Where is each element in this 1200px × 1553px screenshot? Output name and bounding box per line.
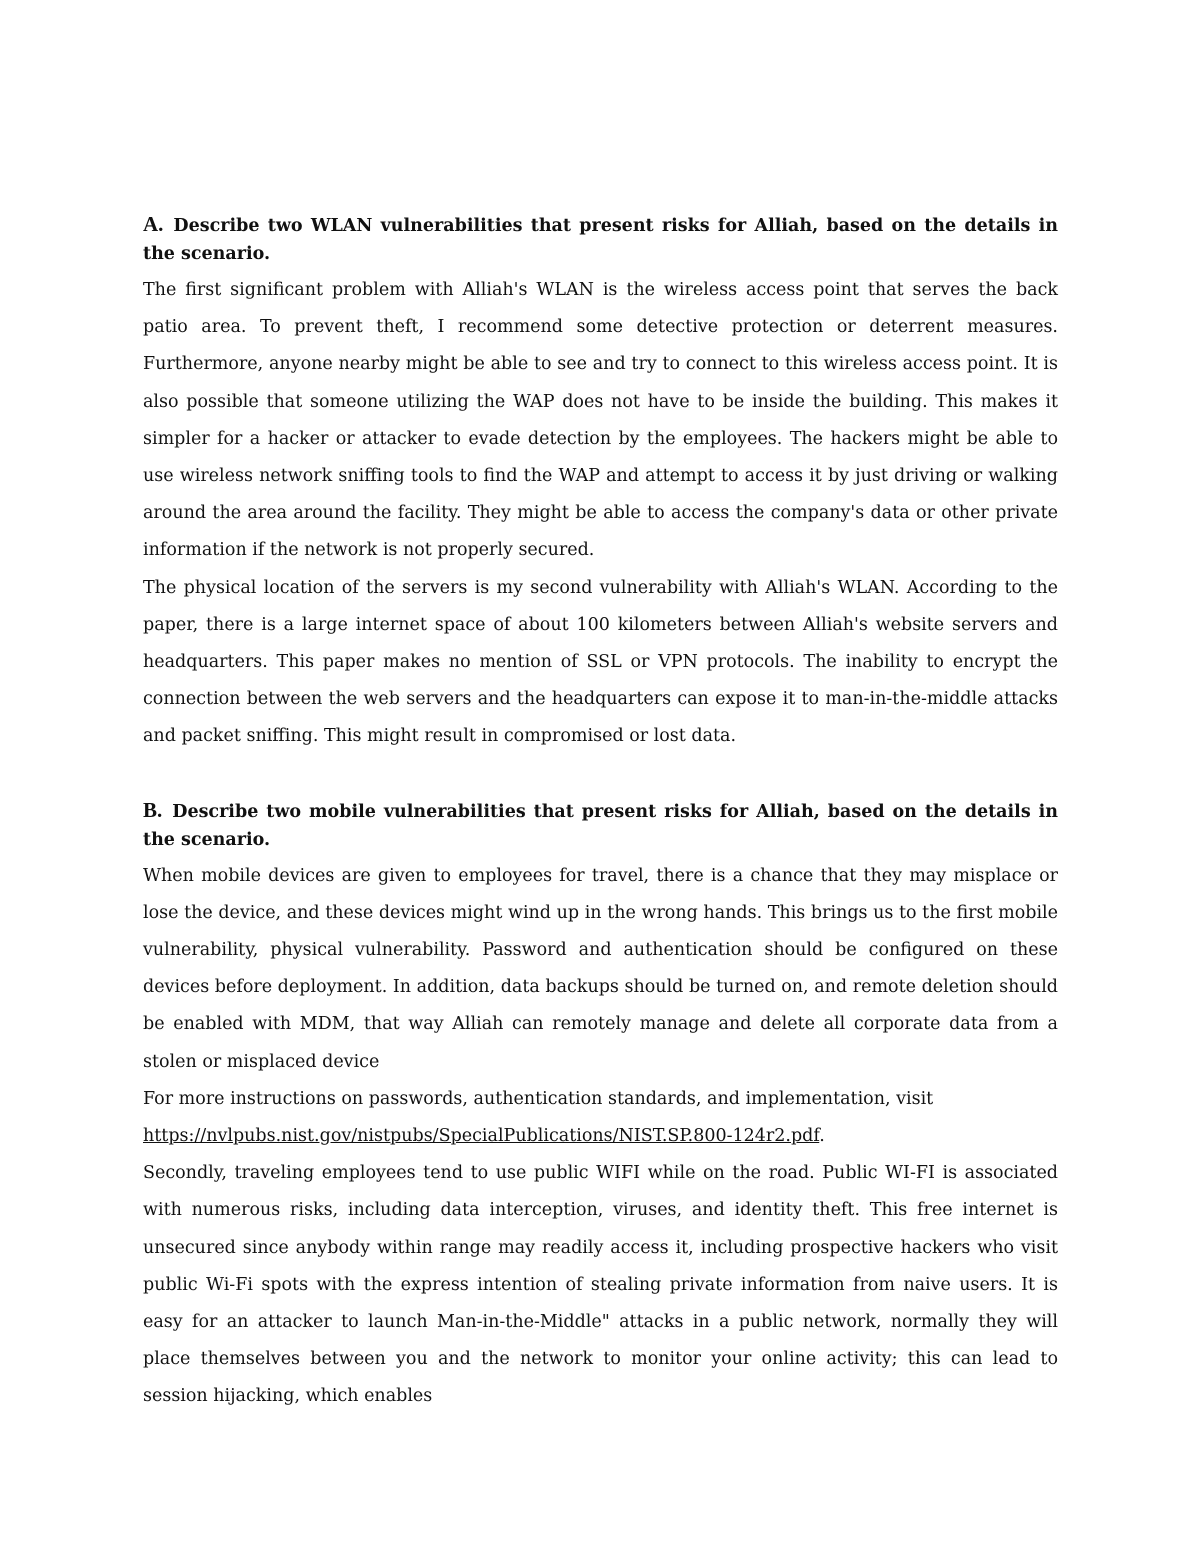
nist-link-suffix: . <box>819 1126 825 1147</box>
section-a <box>143 210 1058 756</box>
section-b-letter: B. <box>143 797 163 822</box>
section-a-heading-text: Describe two WLAN vulnerabilities that present risks for Alliah, based on the details in the scenario. <box>143 216 1058 264</box>
section-b-closing-paragraph: Secondly, traveling employees tend to use public WIFI while on the road. Public WI-FI is associated with numerous risks, including data interception, viruses, and identity theft. This free internet is unsecured since anybody within range may readily access it, including prospective hackers who visit public Wi-Fi spots with the express intention of stealing private information from naive users. It is easy for an attacker to launch Man-in-the-Middle" attacks in a public network, normally they will place themselves between you and the network to monitor your online activity; this can lead to session hijacking, which enables <box>143 1163 1058 1407</box>
document-page <box>143 210 1058 1416</box>
nist-link[interactable]: https://nvlpubs.nist.gov/nistpubs/SpecialPublications/NIST.SP.800-124r2.pdf <box>143 1126 820 1147</box>
section-a-heading <box>143 210 1058 268</box>
section-a-paragraph-2: The physical location of the servers is my second vulnerability with Alliah's WLAN. According to the paper, there is a large internet space of about 100 kilometers between Alliah's website servers and headquarters. This paper makes no mention of SSL or VPN protocols. The inability to encrypt the connection between the web servers and the headquarters can expose it to man-in-the-middle attacks and packet sniffing. This might result in compromised or lost data. <box>143 577 1058 747</box>
section-a-letter: A. <box>143 212 164 236</box>
section-b <box>143 796 1058 1416</box>
section-b-heading <box>143 796 1058 854</box>
section-b-link-line <box>143 1118 1058 1155</box>
section-b-instructions: For more instructions on passwords, authentication standards, and implementation, visit <box>143 1088 934 1109</box>
section-a-paragraph-1: The first significant problem with Alliah's WLAN is the wireless access point that serves the back patio area. To prevent theft, I recommend some detective protection or deterrent measures. Furthermore, anyone nearby might be able to see and try to connect to this wireless access point. It is also possible that someone utilizing the WAP does not have to be inside the building. This makes it simpler for a hacker or attacker to evade detection by the employees. The hackers might be able to use wireless network sniffing tools to find the WAP and attempt to access it by just driving or walking around the area around the facility. They might be able to access the company's data or other private information if the network is not properly secured. <box>143 280 1058 561</box>
section-b-paragraph-1: When mobile devices are given to employees for travel, there is a chance that they may misplace or lose the device, and these devices might wind up in the wrong hands. This brings us to the first mobile vulnerability, physical vulnerability. Password and authentication should be configured on these devices before deployment. In addition, data backups should be turned on, and remote deletion should be enabled with MDM, that way Alliah can remotely manage and delete all corporate data from a stolen or misplaced device <box>143 865 1058 1072</box>
section-b-heading-text: Describe two mobile vulnerabilities that present risks for Alliah, based on the details in the scenario. <box>143 801 1058 850</box>
